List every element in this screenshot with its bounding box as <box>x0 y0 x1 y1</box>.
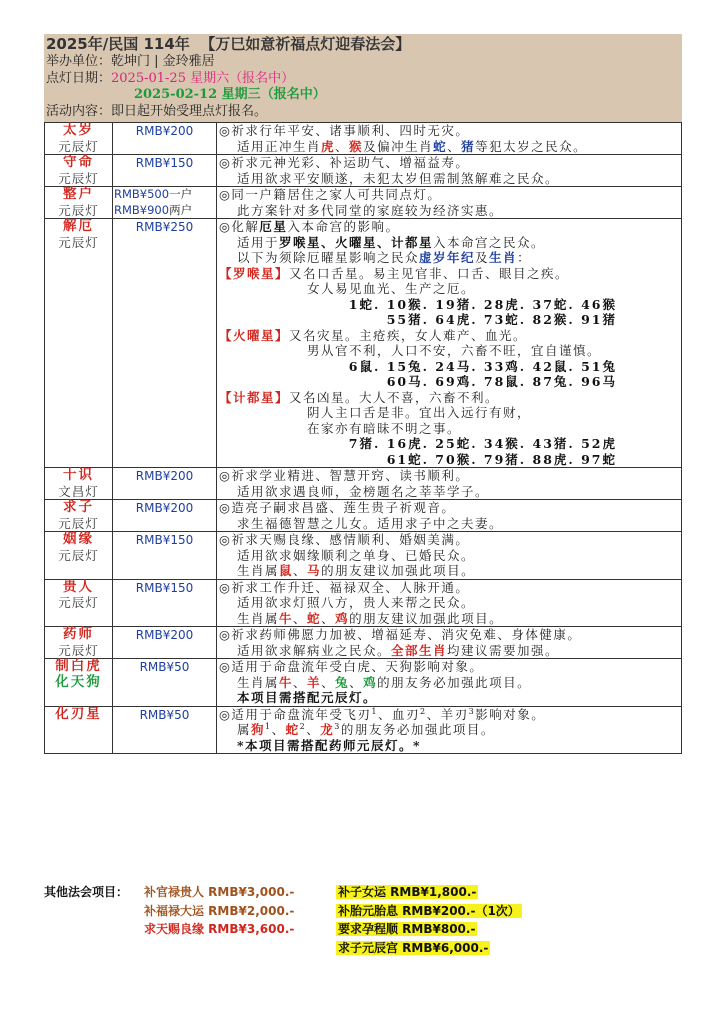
table-row <box>45 187 682 219</box>
lamp-name: 姻缘 <box>63 531 94 547</box>
date-2: 2025-02-12 星期三（报名中） <box>134 87 326 102</box>
date-1: 点灯日期：2025-01-25 星期六（报名中） <box>46 70 295 86</box>
lamp-type: 元辰灯 <box>58 138 99 154</box>
table-row <box>45 532 682 580</box>
star-tag-huoyao: 【火曜星】 <box>219 327 290 343</box>
lamp-description: ◎祈求工作升迁、福禄双全、人脉开通。 适用欲求灯照八方，贵人来帮之民众。 生肖属牛、蛇、鸡的朋友建议加强此项目。 <box>217 579 682 627</box>
star-tag-jidu: 【计都星】 <box>219 389 290 405</box>
lamp-name: 化刃星 <box>55 705 102 722</box>
table-row <box>45 468 682 500</box>
table-row <box>45 659 682 707</box>
lamp-price: RMB¥200 <box>135 628 194 642</box>
lamp-type: 元辰灯 <box>58 547 99 563</box>
zodiac-ages: 61蛇. 70猴. 79猪. 88虎. 97蛇 <box>386 451 617 467</box>
event-header <box>44 34 682 122</box>
lamp-description: ◎造亮子嗣求昌盛、莲生贵子祈观音。 求生福德智慧之儿女。适用求子中之夫妻。 <box>217 500 682 532</box>
page-title: 2025年/民国 114年 【万巳如意祈福点灯迎春法会】 <box>46 35 411 53</box>
lamp-name: 守命 <box>63 154 94 170</box>
lamp-price: RMB¥150 <box>135 533 194 547</box>
lamp-type: 文昌灯 <box>58 483 99 499</box>
table-row <box>45 123 682 155</box>
lamp-price: RMB¥200 <box>135 469 194 483</box>
service-item: 补福禄大运 RMB¥2,000.- <box>144 903 295 918</box>
lamp-description: ◎祈求行年平安、诸事顺利、四时无灾。 适用正冲生肖虎、猴及偏冲生肖蛇、猪等犯太岁之民众。 <box>217 123 682 155</box>
table-row <box>45 627 682 659</box>
lamp-description: ◎祈求元神光彩、补运助气、增福益寿。 适用欲求平安顺遂，未犯太岁但需制煞解难之民众。 <box>217 155 682 187</box>
lamp-price-one-household: RMB¥500一户 <box>114 187 193 201</box>
lamp-type: 元辰灯 <box>58 595 99 610</box>
service-item: 补胎元胎息 RMB¥200.-（1次） <box>338 903 520 918</box>
lamp-price: RMB¥200 <box>135 501 194 515</box>
service-item: 补子女运 RMB¥1,800.- <box>338 885 477 899</box>
lamp-price: RMB¥50 <box>139 707 190 722</box>
zodiac-ages: 55猪. 64虎. 73蛇. 82猴. 91猪 <box>386 312 617 327</box>
lamp-type: 元辰灯 <box>58 170 99 186</box>
other-services-col-b <box>336 883 522 957</box>
lamp-price: RMB¥250 <box>135 220 194 234</box>
service-item: 求子元辰宫 RMB¥6,000.- <box>338 940 489 955</box>
lamp-description: ◎化解厄星入本命宫的影响。 适用于罗喉星、火曜星、计都星入本命宫之民众。 以下为须除厄曜星影响之民众虚岁年纪及生肖： 【罗喉星】又名口舌星。易主见官非、口舌、眼目之疾。 女人易见血光、生产之厄。 1蛇. 10猴. 19猪. 28虎. 37蛇. 46猴 55猪. 64虎. 73蛇. 82猴. 91猪 【火曜星】又名灾星。主疮疾，女人难产、血光。 男从官不利，人口不安，六畜不旺，宜自谨慎。 6鼠. 15兔. 24马. 33鸡. 42鼠. 51兔 60马. 69鸡. 78鼠. 87兔. 96马 【计都星】又名凶星。大人不喜，六畜不利。 阴人主口舌是非。宜出入远行有财， 在家亦有暗昧不明之事。 7猪. 16虎. 25蛇. 34猴. 43猪. 52虎 61蛇. 70猴. 79猪. 88虎. 97蛇 <box>217 219 682 468</box>
lamp-price-two-households: RMB¥900两户 <box>114 202 193 217</box>
lamp-name: 整户 <box>63 186 94 202</box>
lamp-name-secondary: 化天狗 <box>55 673 102 690</box>
lamp-type: 元辰灯 <box>58 202 99 218</box>
table-row <box>45 706 682 754</box>
lamp-price: RMB¥150 <box>135 156 194 170</box>
lamp-table <box>44 122 682 754</box>
activity-content: 活动内容：即日起开始受理点灯报名。 <box>46 103 268 119</box>
zodiac-ages: 6鼠. 15兔. 24马. 33鸡. 42鼠. 51兔 <box>348 358 617 374</box>
organizer: 举办单位：乾坤门 | 金玲雅居 <box>46 54 215 69</box>
lamp-name: 制白虎 <box>55 658 102 674</box>
other-services-col-a <box>144 883 294 939</box>
zodiac-ages: 60马. 69鸡. 78鼠. 87兔. 96马 <box>386 374 617 389</box>
table-row <box>45 500 682 532</box>
table-row <box>45 219 682 468</box>
lamp-price: RMB¥200 <box>135 124 194 138</box>
lamp-description: ◎祈求天赐良缘、感情顺利、婚姻美满。 适用欲求姻缘顺利之单身、已婚民众。 生肖属鼠、马的朋友建议加强此项目。 <box>217 532 682 580</box>
lamp-description: ◎适用于命盘流年受飞刃$^1$、血刃$^2$、羊刃$^3$影响对象。 属狗$^1$、蛇$^2$、龙$^3$的朋友务必加强此项目。 *本项目需搭配药师元辰灯。* <box>217 706 682 754</box>
lamp-price: RMB¥50 <box>139 660 190 674</box>
table-row <box>45 155 682 187</box>
lamp-name: 药师 <box>63 626 94 642</box>
lamp-name: 解厄 <box>63 218 94 234</box>
other-services-label: 其他法会项目： <box>44 885 129 899</box>
lamp-description: ◎同一户籍居住之家人可共同点灯。 此方案针对多代同堂的家庭较为经济实惠。 <box>217 187 682 219</box>
lamp-type: 元辰灯 <box>58 515 99 531</box>
lamp-price: RMB¥150 <box>135 580 194 595</box>
star-tag-luohou: 【罗喉星】 <box>219 265 290 281</box>
lamp-type: 元辰灯 <box>58 642 99 658</box>
zodiac-ages: 7猪. 16虎. 25蛇. 34猴. 43猪. 52虎 <box>348 436 617 451</box>
service-item: 求天赐良缘 RMB¥3,600.- <box>144 922 295 936</box>
lamp-description: ◎适用于命盘流年受白虎、天狗影响对象。 生肖属牛、羊、兔、鸡的朋友务必加强此项目。 本项目需搭配元辰灯。 <box>217 659 682 707</box>
service-item: 要求孕程顺 RMB¥800.- <box>338 922 476 936</box>
lamp-type: 元辰灯 <box>58 234 99 250</box>
service-item: 补官禄贵人 RMB¥3,000.- <box>144 885 295 899</box>
lamp-name: 太岁 <box>63 122 94 138</box>
lamp-description: ◎祈求学业精进、智慧开窍、读书顺利。 适用欲求遇良师，金榜题名之莘莘学子。 <box>217 468 682 500</box>
lamp-name: 贵人 <box>63 578 94 595</box>
lamp-schedule <box>44 34 682 754</box>
lamp-description: ◎祈求药师佛愿力加被、增福延寿、消灾免难、身体健康。 适用欲求解病业之民众。全部生肖均建议需要加强。 <box>217 627 682 659</box>
table-row <box>45 579 682 627</box>
zodiac-ages: 1蛇. 10猴. 19猪. 28虎. 37蛇. 46猴 <box>348 296 617 312</box>
lamp-name: 十识 <box>63 467 94 483</box>
lamp-name: 求子 <box>63 499 94 515</box>
